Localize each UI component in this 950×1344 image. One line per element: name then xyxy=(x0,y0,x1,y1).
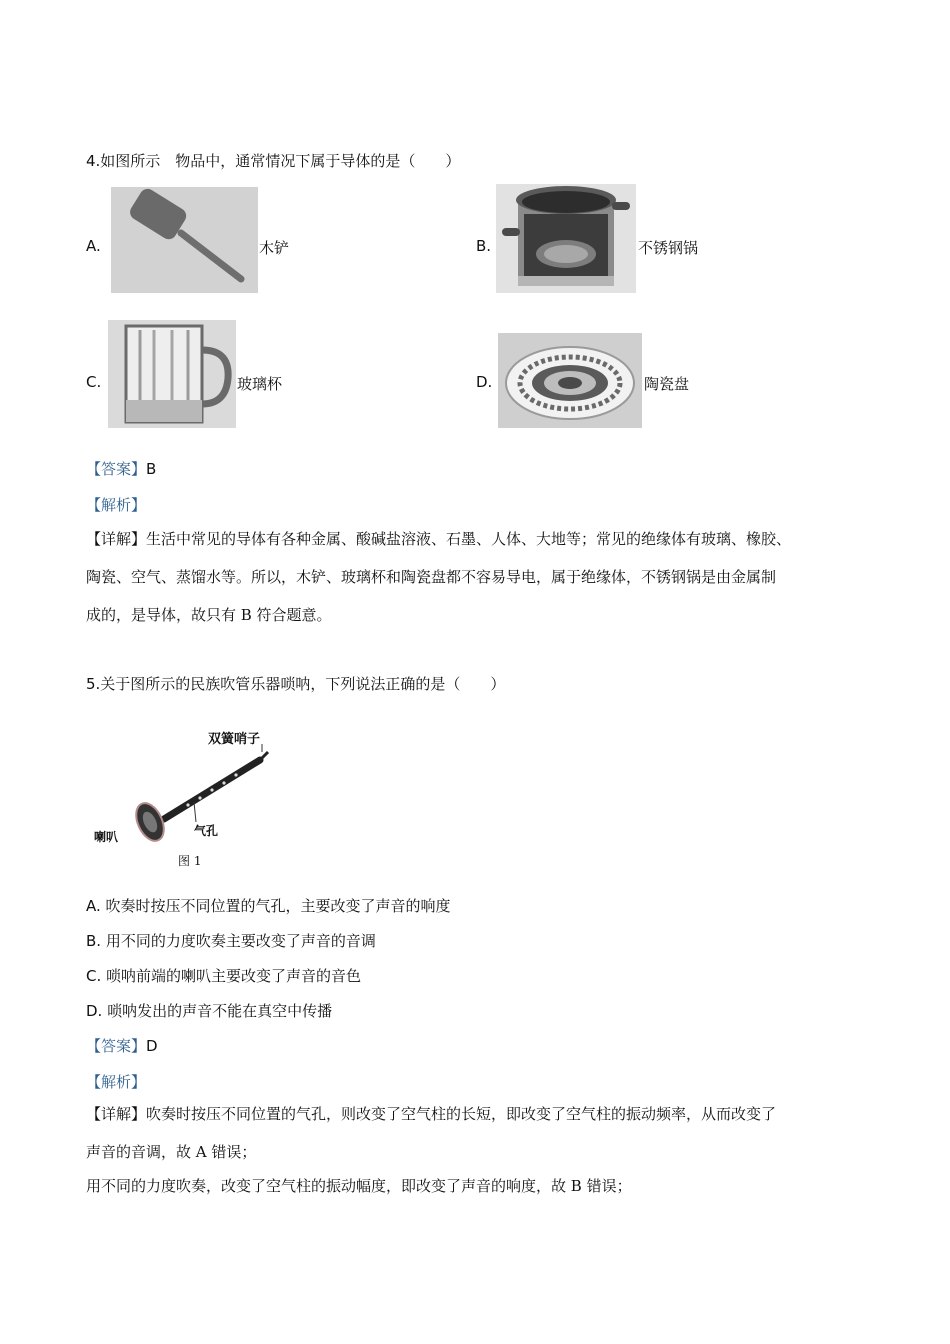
q4-answer-value: B xyxy=(146,460,157,478)
suona-figure xyxy=(92,722,282,872)
q4-answer-tag: 【答案】 xyxy=(86,460,147,478)
q4-question: 4.如图所示 物品中，通常情况下属于导体的是（ ） xyxy=(86,152,461,170)
q4-detail-line: 成的，是导体，故只有 B 符合题意。 xyxy=(86,606,332,624)
q5-option-b: B. 用不同的力度吹奏主要改变了声音的音调 xyxy=(86,932,376,950)
q4-analysis-tag: 【解析】 xyxy=(86,496,147,514)
q4-option-c-caption: 玻璃杯 xyxy=(237,375,283,393)
suona-figure-caption: 图 1 xyxy=(178,854,202,868)
q5-question: 5.关于图所示的民族吹管乐器唢呐，下列说法正确的是（ ） xyxy=(86,675,506,693)
glass-mug-photo xyxy=(108,320,236,428)
q5-option-d: D. 唢呐发出的声音不能在真空中传播 xyxy=(86,1002,333,1020)
q5-detail-line: 用不同的力度吹奏，改变了空气柱的振动幅度，即改变了声音的响度，故 B 错误； xyxy=(86,1177,632,1195)
q5-detail-line: 声音的音调，故 A 错误； xyxy=(86,1143,257,1161)
q4-detail-tag: 【详解】 xyxy=(86,530,147,548)
suona-label-horn: 喇叭 xyxy=(94,830,119,844)
wooden-spatula-photo xyxy=(111,187,258,293)
suona-label-reed: 双簧哨子 xyxy=(208,732,261,747)
q4-detail-line: 陶瓷、空气、蒸馏水等。所以，木铲、玻璃杯和陶瓷盘都不容易导电，属于绝缘体，不锈钢锅是由金属制 xyxy=(86,568,777,586)
q4-option-c-letter: C. xyxy=(86,373,102,391)
suona-label-hole: 气孔 xyxy=(194,824,219,838)
q4-detail-line: 生活中常见的导体有各种金属、酸碱盐溶液、石墨、人体、大地等；常见的绝缘体有玻璃、橡胶、 xyxy=(146,530,792,548)
q5-answer-tag: 【答案】 xyxy=(86,1037,147,1055)
q4-option-a-letter: A. xyxy=(86,237,101,255)
q5-option-a: A. 吹奏时按压不同位置的气孔，主要改变了声音的响度 xyxy=(86,897,451,915)
q5-answer-value: D xyxy=(146,1037,158,1055)
q4-option-d-letter: D. xyxy=(476,373,493,391)
q5-detail xyxy=(86,1095,886,1205)
q4-option-d-caption: 陶瓷盘 xyxy=(644,375,690,393)
q5-option-c: C. 唢呐前端的喇叭主要改变了声音的音色 xyxy=(86,967,362,985)
q5-answer xyxy=(86,1035,158,1056)
ceramic-plate-photo xyxy=(498,333,642,428)
q5-detail-tag: 【详解】 xyxy=(86,1105,147,1123)
q4-detail xyxy=(86,520,886,634)
q5-analysis-tag: 【解析】 xyxy=(86,1073,147,1091)
q4-option-b-letter: B. xyxy=(476,237,492,255)
steel-pot-photo xyxy=(496,184,636,293)
q4-option-b-caption: 不锈钢锅 xyxy=(638,239,699,257)
q5-detail-line: 吹奏时按压不同位置的气孔，则改变了空气柱的长短，即改变了空气柱的振动频率，从而改变了 xyxy=(146,1105,777,1123)
q4-option-a-caption: 木铲 xyxy=(259,239,290,257)
q4-answer xyxy=(86,458,156,479)
